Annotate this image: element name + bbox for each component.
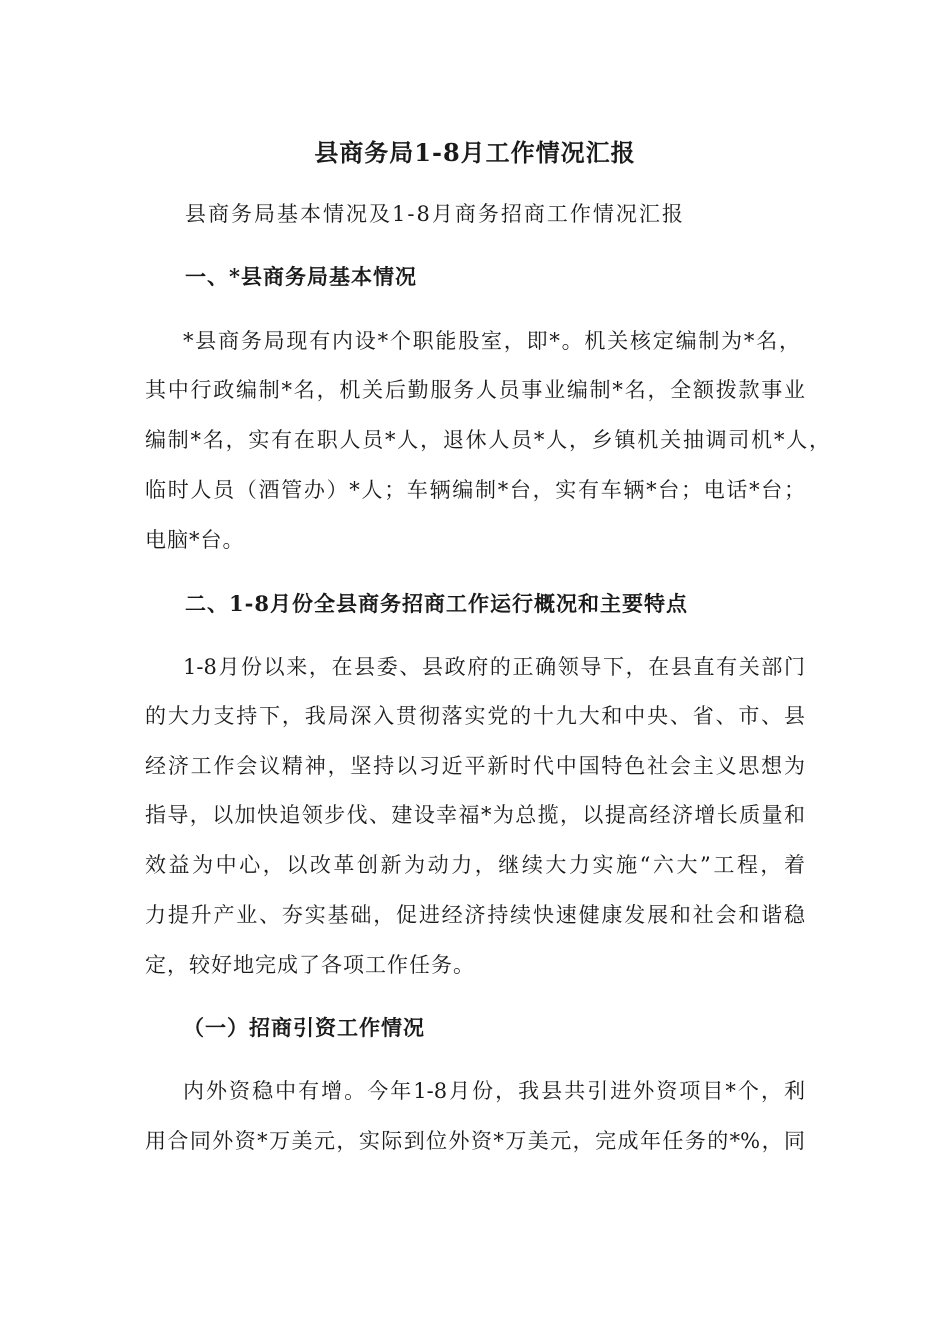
section-1-line-5: 电脑*台。 — [145, 528, 245, 552]
subsection-1-heading: （一）招商引资工作情况 — [183, 1015, 425, 1040]
subsection-1-line-2: 用合同外资*万美元，实际到位外资*万美元，完成年任务的*%，同 — [145, 1129, 805, 1153]
section-1-line-4: 临时人员（酒管办）*人；车辆编制*台，实有车辆*台；电话*台； — [145, 478, 805, 502]
document-title: 县商务局1-8月工作情况汇报 — [314, 138, 636, 167]
section-1-line-1: *县商务局现有内设*个职能股室，即*。机关核定编制为*名， — [183, 329, 800, 353]
section-2-line-4: 指导，以加快追领步伐、建设幸福*为总揽，以提高经济增长质量和 — [145, 803, 805, 827]
section-2-line-2: 的大力支持下，我局深入贯彻落实党的十九大和中央、省、市、县 — [145, 704, 805, 728]
section-2-line-6: 力提升产业、夯实基础，促进经济持续快速健康发展和社会和谐稳 — [145, 903, 805, 927]
document-subtitle: 县商务局基本情况及1-8月商务招商工作情况汇报 — [185, 202, 685, 226]
section-2-heading: 二、1-8月份全县商务招商工作运行概况和主要特点 — [185, 591, 688, 616]
section-1-heading: 一、*县商务局基本情况 — [185, 264, 417, 289]
subsection-1-line-1: 内外资稳中有增。今年1-8月份，我县共引进外资项目*个，利 — [183, 1079, 805, 1103]
section-2-line-1: 1-8月份以来，在县委、县政府的正确领导下，在县直有关部门 — [183, 655, 805, 679]
section-2-line-7: 定，较好地完成了各项工作任务。 — [145, 953, 475, 977]
section-2-line-3: 经济工作会议精神，坚持以习近平新时代中国特色社会主义思想为 — [145, 754, 805, 778]
section-2-line-5: 效益为中心，以改革创新为动力，继续大力实施“六大”工程，着 — [145, 853, 805, 877]
section-1-line-2: 其中行政编制*名，机关后勤服务人员事业编制*名，全额拨款事业 — [145, 378, 805, 402]
section-1-line-3: 编制*名，实有在职人员*人，退休人员*人，乡镇机关抽调司机*人， — [145, 428, 830, 452]
